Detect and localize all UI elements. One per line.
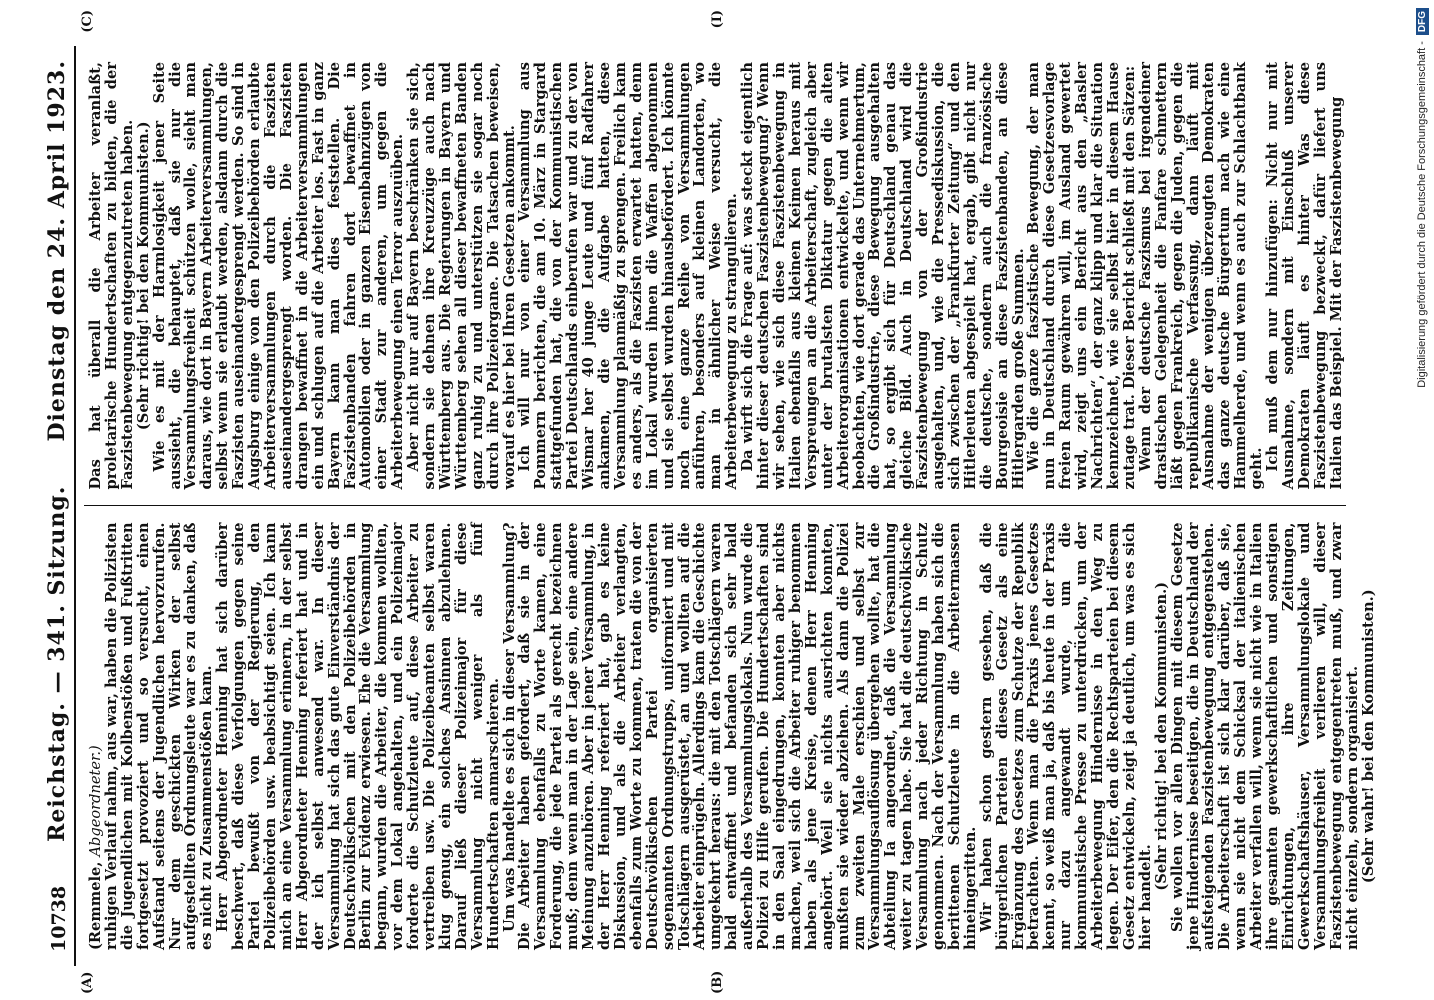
paragraph: Da wirft sich die Frage auf: was steckt eigentlich hinter dieser deutschen Faszistenbewegung? Wenn wir sehen, wie sich diese Faszistenbewegung in Italien ebenfalls aus kleinen Keimen heraus mit Verspreungen an die Arbeiterschaft, zugleich aber unter der brutalsten Diktatur gegen die alten Arbeiterorganisationen entwickelte, und wenn wir beobachten, wie dort gerade das Unternehmertum, die Großindustrie, diese Bewegung ausgehalten hat, so ergibt sich für Deutschland genau das gleiche Bild. Auch in Deutschland wird die Faszistenbewegung von der Großindustrie ausgehalten, und, wie die Pressediskussion, die sich zwischen der „Frankfurter Zeitung“ und den Hitlerleuten abgespielt hat, ergab, gibt nicht nur die deutsche, sondern auch die französische Bourgeoisie an diese Faszistenbanden, an diese Hitlergarden große Summen. [739, 62, 1027, 490]
dfg-logo: DFG [1416, 8, 1429, 35]
session-title: Reichstag. — 341. Sitzung. [44, 485, 70, 842]
speaker-line [88, 523, 104, 951]
paragraph: Aber nicht nur auf Bayern beschränken sie sich, sondern sie dehnen ihre Kreuzzüge auch nach Württemberg aus. Die Regierungen in Bayern und Württemberg sehen all dieser bewaffneten Banden ganz ruhig zu und unterstützen sie sogar noch durch ihre Polizeiorgane. Die Tatsachen beweisen, worauf es hier bei Ihren Gesetzen ankommt. [405, 62, 518, 490]
margin-mark-i: (I) [710, 10, 725, 29]
left-column [84, 506, 1377, 967]
speaker-name: (Remmele, [87, 861, 104, 950]
interjection: (Sehr richtig! bei den Kommunisten.) [1152, 581, 1170, 891]
paragraph: Wie die ganze faszistische Bewegung, der man nun in Deutschland durch diese Gesetzesvorlage freien Raum gewähren will, im Ausland gewertet wird, zeigt uns ein Bericht aus den „Basler Nachrichten“, der ganz klipp und klar die Situation kennzeichnet, wie sie selbst hier in diesem Hause zutage trat. Dieser Bericht schließt mit den Sätzen: [1025, 62, 1138, 490]
paragraph: Wir haben schon gestern gesehen, daß die bürgerlichen Parteien dieses Gesetz als eine Ergänzung des Gesetzes zum Schutze der Republik betrachten. Wenn man die Praxis jenes Gesetzes kennt, so weiß man ja, daß bis heute in der Praxis nur dazu angewandt wurde, um die kommunistische Presse zu unterdrücken, um der Arbeiterbewegung Hindernisse in den Weg zu legen. Der Eifer, den die Rechtsparteien bei diesem Gesetz entwickeln, zeigt ja deutlich, um was es sich hier handelt. [977, 522, 1154, 950]
page-number: 10738 [48, 885, 70, 952]
quotation: Wenn der deutsche Faszismus bei irgendeiner drastischen Gelegenheit die Fanfare schmettern läßt gegen Frankreich, gegen die Juden, gegen die republikanische Verfassung, dann läuft mit Ausnahme der wenigen überzeugten Demokraten das ganze deutsche Bürgertum nach wie eine Hammelherde, und wenn es auch zur Schlachtbank geht. [1136, 62, 1266, 490]
paragraph: Ich will nur von einer Versammlung aus Pommern berichten, die am 10. März in Stargard stattgefunden hat, die von der Kommunistischen Partei Deutschlands einberufen war und zu der von Wismar her 40 junge Leute und fünf Radfahrer ankamen, die die Aufgabe hatten, diese Versammlung planmäßig zu sprengen. Freilich kam es anders, als die Faszisten erwartet hatten, denn im Lokal wurden ihnen die Waffen abgenommen und sie selbst wurden hinausbefördert. Ich könnte noch eine ganze Reihe von Versammlungen anführen, besonders auf kleinen Landorten, wo man in ähnlicher Weise versucht, die Arbeiterbewegung zu strangulieren. [516, 62, 741, 490]
paragraph: ruhigen Verlauf nahm, aus war, haben die Polizisten die Jugendlichen mit Kolbenstößen und Fußtritten fortgesetzt provoziert und so versucht, einen Aufstand seitens der Jugendlichen hervorzurufen. Nur dem geschickten Wirken der selbst aufgestellten Ordnungsleute war es zu danken, daß es nicht zu Zusammenstößen kam. [102, 522, 216, 950]
interjection: (Sehr richtig! bei den Kommunisten.) [134, 121, 152, 431]
text-body [80, 10, 1377, 994]
paragraph: Herr Abgeordneter Henning hat sich darüber beschwert, daß diese Verfolgungen gegen seine Partei bewußt von der Regierung, den Polizeibehörden usw. beabsichtigt seien. Ich kann mich an eine Versammlung erinnern, in der selbst Herr Abgeordneter Henning referiert hat und in der ich selbst anwesend war. In dieser Versammlung hat sich das gute Einverständnis der Deutschvölkischen mit den Polizeibehörden in Berlin zur Evidenz erwiesen. Ehe die Versammlung begann, wurden die Arbeiter, die kommen wollten, vor dem Lokal angehalten, und ein Polizeimajor forderte die Schutzleute auf, diese Arbeiter zu vertreiben usw. Die Polizeibeamten selbst waren klug genug, ein solches Ansinnen abzulehnen. Darauf ließ dieser Polizeimajor für diese Versammlung nicht weniger als fünf Hundertschaften anmarschieren. [214, 522, 502, 950]
credit-text: Digitalisierung gefördert durch die Deutsche Forschungsgemeinschaft - [1416, 41, 1428, 388]
paragraph: Ich muß dem nur hinzufügen: Nicht nur mit Ausnahme, sondern mit Einschluß unserer Demokraten läuft es hinter Was diese Faszistenbewegung bezweckt, dafür liefert uns Italien das Beispiel. Mit der Faszistenbewegung [1264, 62, 1345, 490]
margin-mark-b: (B) [710, 970, 725, 994]
paragraph: Wie es mit der Harmlosigkeit jener Seite aussieht, die behauptet, daß sie nur die Versammlungsfreiheit schützen wolle, sieht man daraus, wie dort in Bayern Arbeiterversammlungen, selbst wenn sie erlaubt werden, alsdann durch die Faszisten auseinandergesprengt werden. So sind in Augsburg einige von den Polizeibehörden erlaubte Arbeiterversammlungen durch die Faszisten auseinandergesprengt worden. Die Faszisten drangen bewaffnet in die Arbeiterversammlungen ein und schlugen auf die Arbeiter los. Fast in ganz Bayern kann man dies feststellen. Die Faszistenbanden fahren dort bewaffnet in Automobilen oder in ganzen Eisenbahnzügen von einer Stadt zur anderen, um gegen die Arbeiterbewegung einen Terror auszuüben. [150, 62, 407, 490]
page-header [40, 46, 76, 966]
paragraph: Das hat überall die Arbeiter veranlaßt, proletarische Hundertschaften zu bilden, die der Faszistenbewegung entgegenzutreten haben. [87, 62, 136, 490]
session-date: Dienstag den 24. April 1923. [44, 60, 70, 442]
digitization-credit [1412, 8, 1432, 992]
margin-mark-a: (A) [80, 971, 95, 994]
right-column [84, 46, 1346, 506]
paragraph: Um was handelte es sich in dieser Versammlung? Die Arbeiter haben gefordert, daß sie in der Versammlung ebenfalls zu Worte kamen, eine Forderung, die jede Partei als gerecht bezeichnen muß; denn wenn man in der Lage sein, eine andere Meinung anzuhören. Aber in jener Versammlung, in der Herr Henning referiert hat, gab es keine Diskussion, und als die Arbeiter verlangten, ebenfalls zum Worte zu kommen, traten die von der Deutschvölkischen Partei organisierten sogenannten Ordnungstrupps, uniformiert und mit Totschlägern ausgerüstet, an und wollten auf die Arbeiter einprügeln. Allerdings kam die Geschichte umgekehrt heraus: die mit den Totschlägern waren bald entwaffnet und befanden sich sehr bald außerhalb des Versammlungslokals. Nun wurde die Polizei zu Hilfe gerufen. Die Hundertschaften sind in den Saal eingedrungen, konnten aber nichts machen, weil sich die Arbeiter ruhiger benommen haben als jene Kreise, denen Herr Henning angehört. Weil sie nichts ausrichten konnten, mußten sie wieder abziehen. Als dann die Polizei zum zweiten Male erschien und selbst zur Versammlungsauflösung übergehen wollte, hat die Abteilung Ia angeordnet, daß die Versammlung weiter zu tagen habe. Sie hat die deutschvölkische Versammlung nach jeder Richtung in Schutz genommen. Nach der Versammlung haben sich die berittenen Schutzleute in die Arbeitermassen hineingeritten. [500, 522, 979, 950]
interjection: (Sehr wahr! bei den Kommunisten.) [1359, 589, 1377, 884]
paragraph: Sie wollen vor allen Dingen mit diesem Gesetze jene Hindernisse beseitigen, die in Deutschland der aufsteigenden Faszistenbewegung entgegenstehen. Die Arbeiterschaft ist sich klar darüber, daß sie, wenn sie nicht dem Schicksal der italienischen Arbeiter verfallen will, wenn sie nicht wie in Italien ihre gesamten gewerkschaftlichen und sonstigen Einrichtungen, ihre Zeitungen, Gewerkschaftshäuser, Versammlungslokale und Versammlungsfreiheit verlieren will, dieser Faszistenbewegung entgegentreten muß, und zwar nicht einzeln, sondern organisiert. [1168, 522, 1361, 950]
margin-mark-c: (C) [80, 10, 95, 33]
speaker-role: Abgeordneter.) [87, 745, 104, 857]
